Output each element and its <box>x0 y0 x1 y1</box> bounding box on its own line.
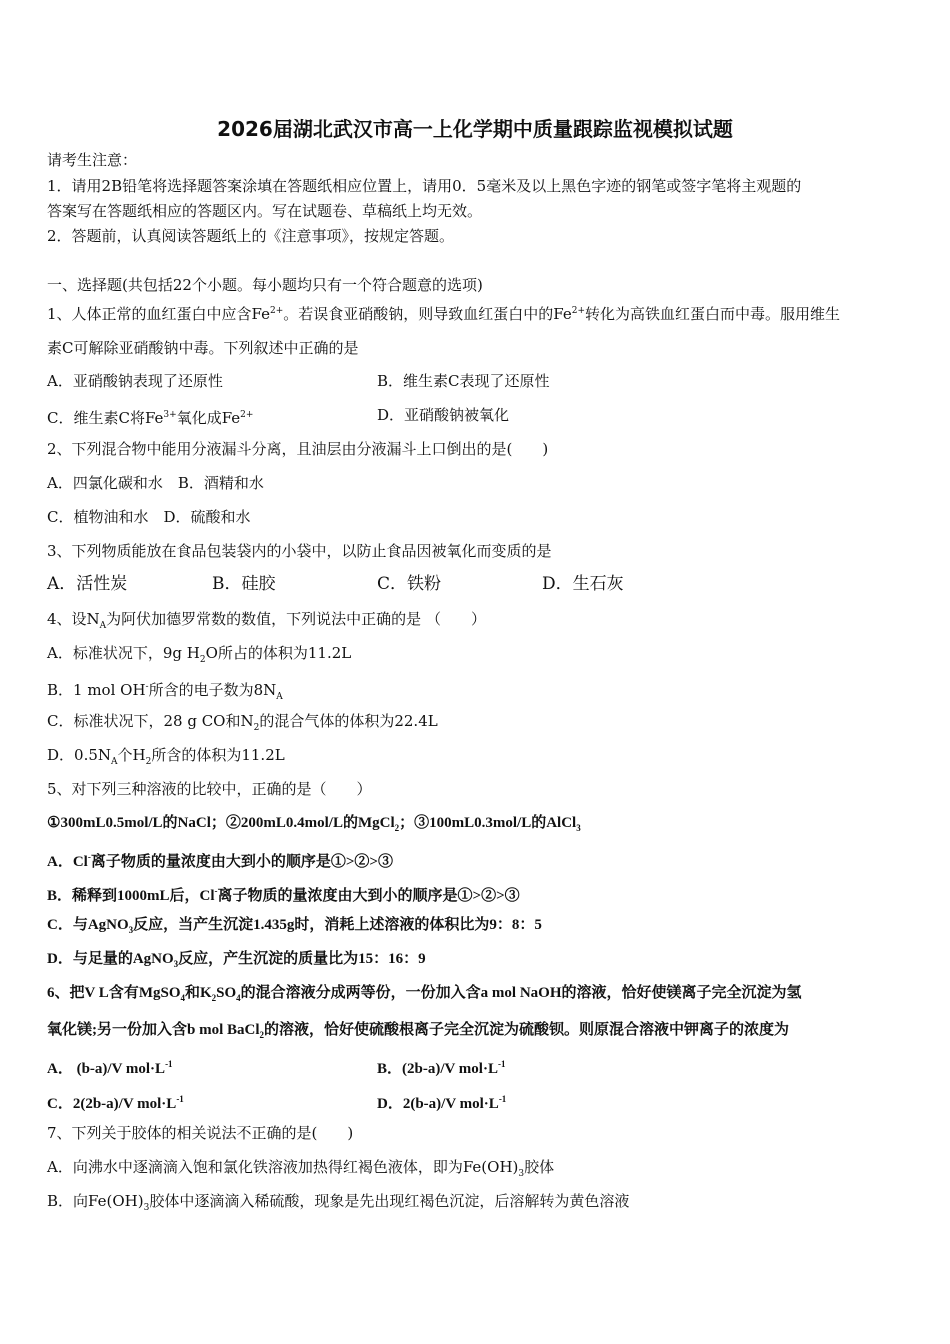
text-segment: ①300mL0.5mol/L的NaCl；②200mL0.4mol/L的MgCl <box>47 815 395 831</box>
section-heading: 一、选择题(共包括22个小题。每小题均只有一个符合题意的选项) <box>47 276 483 294</box>
q3-option-c <box>377 574 441 594</box>
q1-option-d <box>377 405 509 425</box>
q7-option-b <box>47 1191 629 1218</box>
text-segment: 反应，产生沉淀的质量比为15：16：9 <box>178 951 426 967</box>
text-segment: 3、下列物质能放在食品包装袋内的小袋中，以防止食品因被氧化而变质的是 <box>47 542 552 560</box>
notice-item-1-cont: 答案写在答题纸相应的答题区内。写在试题卷、草稿纸上均无效。 <box>47 202 483 220</box>
superscript: 2+ <box>240 410 254 420</box>
text-segment: B．向Fe(OH) <box>47 1192 144 1210</box>
subscript: A <box>276 692 283 702</box>
q1-option-a <box>47 371 223 391</box>
q5-option-a <box>47 847 393 872</box>
q4-option-b <box>47 677 283 707</box>
text-segment: 离子物质的量浓度由大到小的顺序是①>②>③ <box>90 854 393 870</box>
text-segment: D．与足量的AgNO <box>47 951 174 967</box>
q5-option-b <box>47 881 520 906</box>
q5-option-d <box>47 949 426 974</box>
notice-heading: 请考生注意： <box>47 151 138 169</box>
q4-option-c <box>47 711 438 738</box>
text-segment: B．1 mol OH <box>47 681 146 699</box>
q7-option-a <box>47 1157 554 1184</box>
q5-solutions <box>47 813 581 838</box>
subscript: 2 <box>199 655 206 665</box>
text-segment: A．亚硝酸钠表现了还原性 <box>47 372 223 390</box>
text-segment: 2、下列混合物中能用分液漏斗分离，且油层由分液漏斗上口倒出的是( ) <box>47 440 549 458</box>
text-segment: C．铁粉 <box>377 574 442 594</box>
subscript: 2 <box>394 823 400 833</box>
text-segment: 的混合气体的体积为22.4L <box>259 712 438 730</box>
text-segment: B．维生素C表现了还原性 <box>377 372 550 390</box>
superscript: -1 <box>497 1059 506 1069</box>
text-segment: O所占的体积为11.2L <box>205 644 352 662</box>
text-segment: A．标准状况下，9g H <box>47 644 200 662</box>
text-segment: C．2(2b-a)/V mol·L <box>47 1096 177 1112</box>
text-segment: 5、对下列三种溶液的比较中，正确的是（ ） <box>47 780 372 798</box>
text-segment: A．四氯化碳和水 B．酒精和水 <box>47 474 264 492</box>
subscript: A <box>111 757 118 767</box>
q1-option-b <box>377 371 550 391</box>
text-segment: 和K <box>184 985 212 1001</box>
superscript: - <box>145 682 149 692</box>
subscript: 3 <box>143 1203 150 1213</box>
q6-option-d <box>377 1089 506 1114</box>
question-1-cont <box>47 338 358 358</box>
text-segment: D．2(b-a)/V mol·L <box>377 1096 499 1112</box>
text-segment: 7、下列关于胶体的相关说法不正确的是( ) <box>47 1124 354 1142</box>
subscript: 3 <box>173 959 179 969</box>
superscript: 2+ <box>270 306 284 316</box>
text-segment: C．维生素C将Fe <box>47 409 164 427</box>
question-4 <box>47 609 486 636</box>
superscript: - <box>214 886 218 896</box>
text-segment: B．稀释到1000mL后，Cl <box>47 888 215 904</box>
question-7 <box>47 1123 353 1143</box>
text-segment: 离子物质的量浓度由大到小的顺序是①>②>③ <box>217 888 520 904</box>
q4-option-a <box>47 643 351 670</box>
subscript: A <box>99 621 107 631</box>
text-segment: A．向沸水中逐滴滴入饱和氯化铁溶液加热得红褐色液体，即为Fe(OH) <box>47 1158 519 1176</box>
q4-option-d <box>47 745 285 772</box>
q3-option-b <box>212 574 276 594</box>
text-segment: D．亚硝酸钠被氧化 <box>377 406 510 424</box>
text-segment: C．与AgNO <box>47 917 129 933</box>
text-segment: 6、把V L含有MgSO <box>47 985 181 1001</box>
superscript: -1 <box>176 1094 184 1104</box>
superscript: -1 <box>165 1059 173 1069</box>
q3-option-d <box>542 574 624 594</box>
question-3 <box>47 541 552 561</box>
text-segment: D．生石灰 <box>542 574 624 594</box>
q3-option-a <box>47 574 127 594</box>
question-5 <box>47 779 372 799</box>
text-segment: 氧化镁;另一份加入含b mol BaCl <box>47 1022 260 1038</box>
text-segment: 反应，当产生沉淀1.435g时，消耗上述溶液的体积比为9：8：5 <box>133 917 542 933</box>
text-segment: A．活性炭 <box>47 574 128 594</box>
text-segment: SO <box>216 985 237 1001</box>
text-segment: 素C可解除亚硝酸钠中毒。下列叙述中正确的是 <box>47 339 359 357</box>
text-segment: 胶体中逐滴滴入稀硫酸，现象是先出现红褐色沉淀，后溶解转为黄色溶液 <box>149 1192 630 1210</box>
question-6-cont <box>47 1020 789 1045</box>
q5-option-c <box>47 915 542 940</box>
subscript: 4 <box>236 993 241 1003</box>
subscript: 3 <box>518 1169 525 1179</box>
superscript: -1 <box>498 1094 507 1104</box>
subscript: 2 <box>211 993 217 1003</box>
q6-option-c <box>47 1089 184 1114</box>
subscript: 3 <box>128 925 134 935</box>
text-segment: C．植物油和水 D．硫酸和水 <box>47 508 251 526</box>
text-segment: 4、设N <box>47 610 100 628</box>
q6-option-a <box>47 1054 173 1079</box>
q2-options-cd <box>47 507 251 527</box>
notice-item-2: 2．答题前，认真阅读答题纸上的《注意事项》，按规定答题。 <box>47 227 455 245</box>
q6-option-b <box>377 1054 505 1079</box>
superscript: 2+ <box>571 306 586 316</box>
text-segment: 转化为高铁血红蛋白而中毒。服用维生 <box>585 305 841 323</box>
subscript: 3 <box>576 823 581 833</box>
question-2 <box>47 439 548 459</box>
subscript: 2 <box>145 757 152 767</box>
question-1 <box>47 301 840 324</box>
text-segment: 为阿伏加德罗常数的数值，下列说法中正确的是 （ ） <box>106 610 486 628</box>
question-6 <box>47 983 802 1008</box>
text-segment: 个H <box>117 746 146 764</box>
text-segment: 所含的电子数为8N <box>148 681 277 699</box>
subscript: 4 <box>180 993 185 1003</box>
text-segment: B．(2b-a)/V mol·L <box>377 1061 498 1077</box>
text-segment: 氧化成Fe <box>176 409 241 427</box>
text-segment: 1、人体正常的血红蛋白中应含Fe <box>47 305 271 323</box>
notice-item-1: 1．请用2B铅笔将选择题答案涂填在答题纸相应位置上，请用0．5毫米及以上黑色字迹的钢笔或签字笔将主观题的 <box>47 177 802 195</box>
q2-options-ab <box>47 473 264 493</box>
subscript: 2 <box>259 1030 265 1040</box>
superscript: - <box>87 852 91 862</box>
text-segment: 。若误食亚硝酸钠，则导致血红蛋白中的Fe <box>283 305 572 323</box>
text-segment: D．0.5N <box>47 746 112 764</box>
text-segment: 的混合溶液分成两等份，一份加入含a mol NaOH的溶液，恰好使镁离子完全沉淀为氢 <box>240 985 802 1001</box>
text-segment: 的溶液，恰好使硫酸根离子完全沉淀为硫酸钡。则原混合溶液中钾离子的浓度为 <box>264 1022 790 1038</box>
text-segment: A． (b-a)/V mol·L <box>47 1061 166 1077</box>
text-segment: B．硅胶 <box>212 574 276 594</box>
text-segment: 所含的体积为11.2L <box>151 746 285 764</box>
subscript: 2 <box>253 723 260 733</box>
superscript: 3+ <box>163 410 177 420</box>
text-segment: C．标准状况下，28 g CO和N <box>47 712 254 730</box>
text-segment: 胶体 <box>524 1158 555 1176</box>
page-title: 2026届湖北武汉市高一上化学期中质量跟踪监视模拟试题 <box>217 117 733 141</box>
text-segment: A．Cl <box>47 854 88 870</box>
text-segment: ；③100mL0.3mol/L的AlCl <box>399 815 577 831</box>
q1-option-c <box>47 405 253 428</box>
